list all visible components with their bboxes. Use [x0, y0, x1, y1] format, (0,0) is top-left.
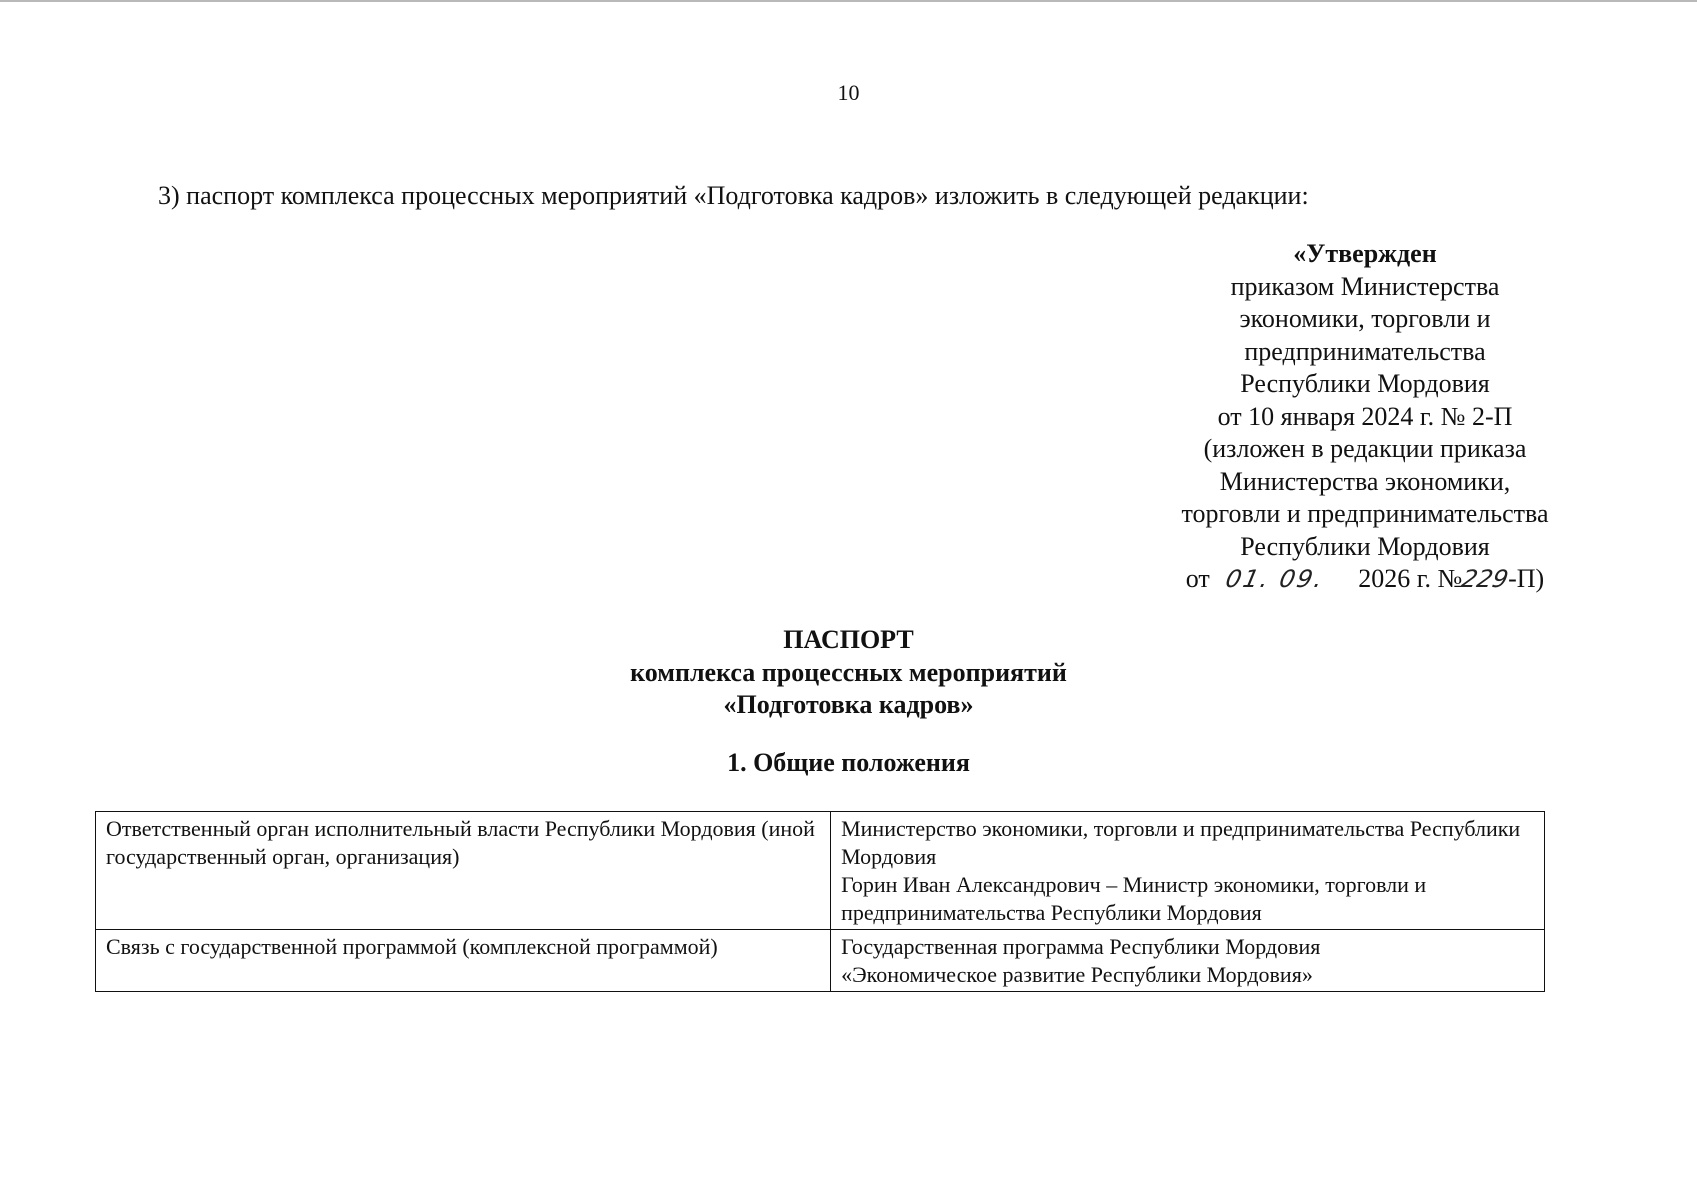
cell-value-line: «Экономическое развитие Республики Мордовия»	[841, 962, 1313, 987]
title-line-passport: ПАСПОРТ	[783, 625, 914, 654]
approval-line: Республики Мордовия	[1240, 369, 1490, 398]
handwritten-order-number: 229	[1459, 565, 1512, 593]
approval-line: торговли и предпринимательства	[1181, 499, 1549, 528]
title-line-complex: комплекса процессных мероприятий	[630, 657, 1067, 687]
title-line-name: «Подготовка кадров»	[723, 690, 974, 719]
cell-value-line: Государственная программа Республики Мордовия	[841, 934, 1321, 959]
approval-line-approved: «Утвержден	[1293, 239, 1437, 268]
scan-edge-line	[0, 0, 1697, 2]
document-title	[0, 624, 1697, 722]
approval-year: 2026 г. №	[1358, 564, 1463, 593]
cell-value-line: Министерство экономики, торговли и предпринимательства Республики Мордовия	[841, 816, 1521, 869]
approval-line: (изложен в редакции приказа	[1203, 434, 1527, 463]
handwritten-date: 01. 09.	[1223, 565, 1328, 593]
table-cell-value	[831, 930, 1545, 992]
approval-line: Министерства экономики,	[1219, 466, 1511, 496]
approval-line: приказом Министерства	[1230, 271, 1500, 301]
cell-value-line: Горин Иван Александрович – Министр экономики, торговли и предпринимательства Республики Мордовия	[841, 872, 1427, 925]
approval-stamp-block	[1150, 238, 1580, 596]
page-number: 10	[837, 80, 860, 105]
approval-prefix: от	[1185, 564, 1210, 593]
approval-line-amended-order	[1150, 563, 1580, 596]
table-cell-label: Связь с государственной программой (комплексной программой)	[96, 930, 831, 992]
section-title: 1. Общие положения	[727, 748, 970, 777]
table-cell-value	[831, 812, 1545, 930]
table-row	[96, 812, 1545, 930]
table-cell-label: Ответственный орган исполнительный власти Республики Мордовия (иной государственный орган, организация)	[96, 812, 831, 930]
approval-line: предпринимательства	[1244, 336, 1486, 366]
table-row	[96, 930, 1545, 992]
general-provisions-table	[95, 811, 1545, 992]
approval-line-original-order: от 10 января 2024 г. № 2-П	[1217, 401, 1513, 431]
intro-paragraph: 3) паспорт комплекса процессных мероприятий «Подготовка кадров» изложить в следующей редакции:	[158, 181, 1309, 210]
approval-line: экономики, торговли и	[1239, 304, 1491, 333]
approval-suffix: -П)	[1508, 564, 1545, 593]
approval-line: Республики Мордовия	[1240, 531, 1490, 561]
